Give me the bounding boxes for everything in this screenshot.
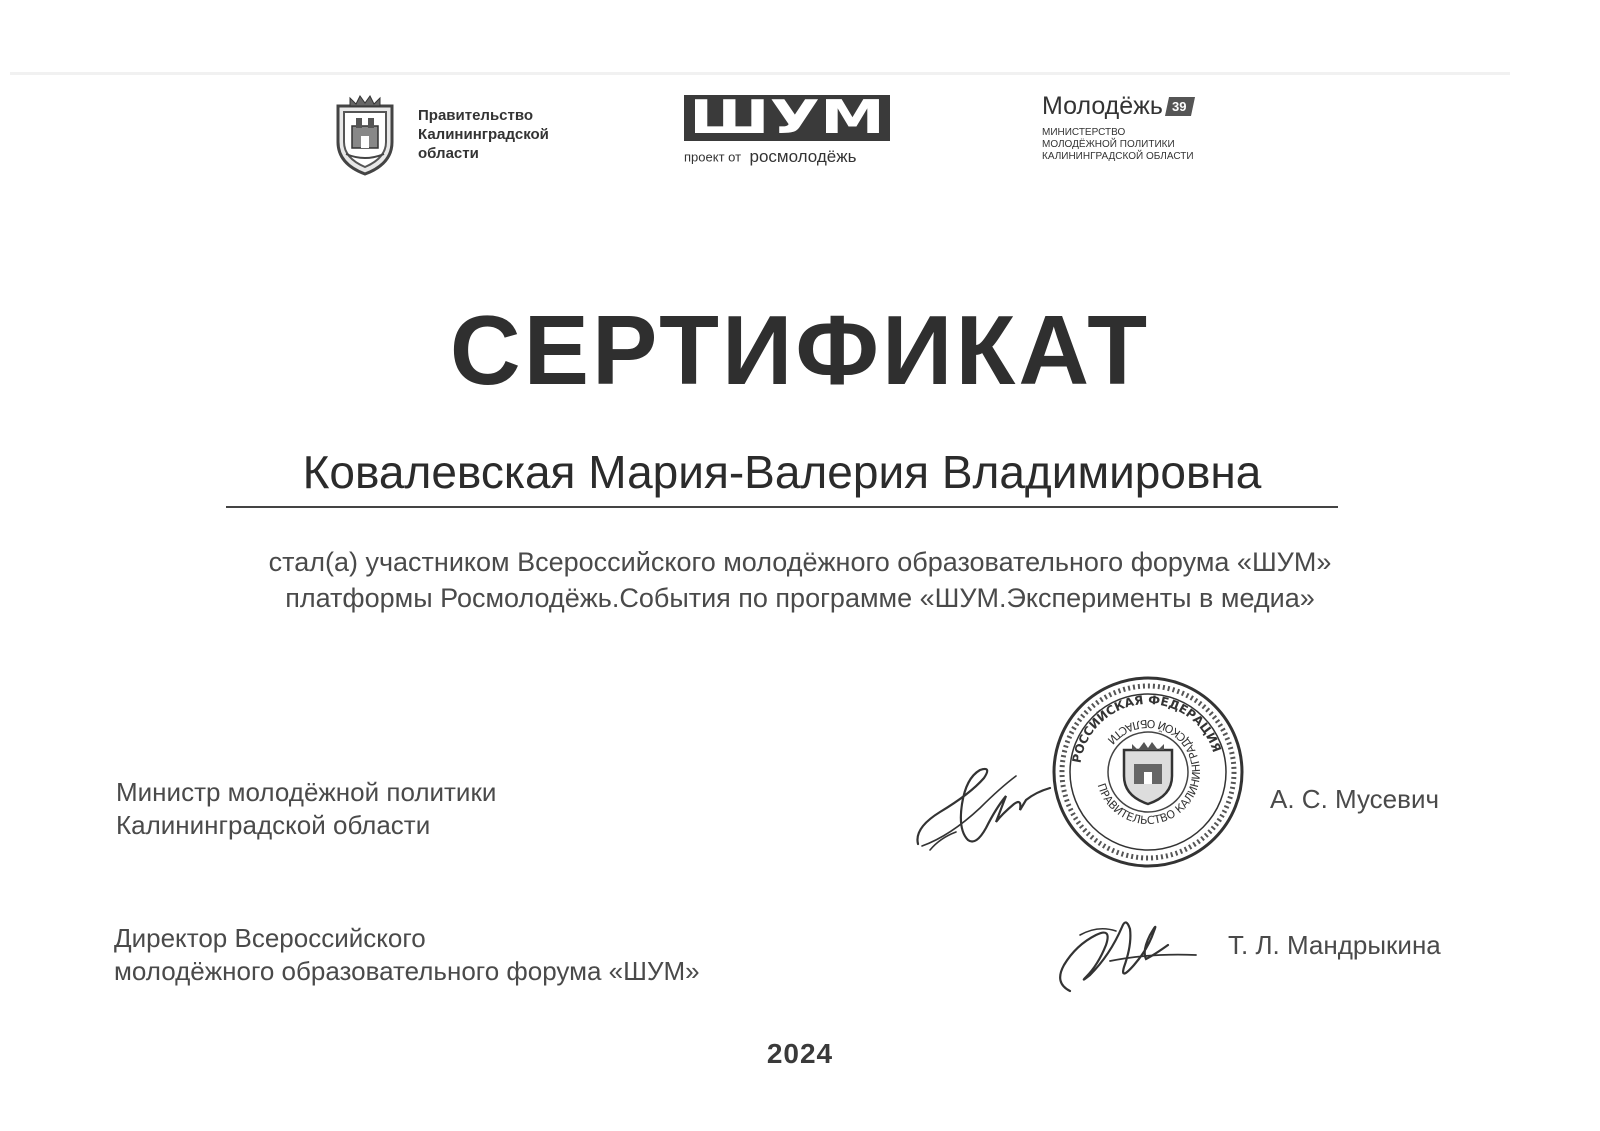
certificate-year: 2024 [766, 1038, 834, 1069]
molodezh-logo [1042, 92, 1194, 163]
government-line: области [418, 144, 479, 162]
signature-director [1050, 905, 1200, 1000]
certificate-description [0, 544, 1600, 616]
ministry-line: МИНИСТЕРСТВО [1042, 127, 1126, 138]
svg-text:ШУМ: ШУМ [689, 95, 885, 141]
government-logo [332, 92, 549, 176]
signatory-role-director [114, 922, 700, 988]
role-line: молодёжного образовательного форума «ШУМ» [114, 956, 700, 986]
molodezh-title: Молодёжь [1042, 92, 1163, 120]
official-seal [1048, 672, 1248, 872]
description-line: стал(а) участником Всероссийского молодёжного образовательного форума «ШУМ» [268, 547, 1332, 577]
ministry-line: МОЛОДЁЖНОЙ ПОЛИТИКИ [1042, 139, 1175, 150]
government-line: Калининградской [418, 125, 549, 143]
role-line: Директор Всероссийского [114, 923, 426, 953]
ministry-line: КАЛИНИНГРАДСКОЙ ОБЛАСТИ [1042, 151, 1194, 162]
molodezh-title-row [1042, 92, 1194, 121]
government-name [418, 106, 549, 163]
signatory-role-minister [116, 776, 496, 842]
government-line: Правительство [418, 106, 534, 124]
certificate-title: СЕРТИФИКАТ [449, 295, 1151, 405]
shum-subtitle [684, 147, 894, 167]
role-line: Министр молодёжной политики [116, 777, 497, 807]
signatory-name-director: Т. Л. Мандрыкина [1228, 930, 1441, 960]
svg-text:ПРАВИТЕЛЬСТВО КАЛИНИНГРАДСКОЙ: ПРАВИТЕЛЬСТВО КАЛИНИНГРАДСКОЙ ОБЛАСТИ [1094, 716, 1204, 828]
signature-minister [910, 748, 1060, 858]
shum-wordmark [684, 95, 890, 141]
description-line: платформы Росмолодёжь.События по программе «ШУМ.Эксперименты в медиа» [285, 583, 1315, 613]
signatory-name-minister: А. С. Мусевич [1270, 784, 1440, 814]
shum-subtitle-brand: росмолодёжь [749, 147, 857, 166]
coat-of-arms-icon [332, 92, 398, 176]
shum-subtitle-prefix: проект от [684, 149, 742, 165]
role-line: Калининградской области [116, 810, 431, 840]
recipient-underline [226, 506, 1338, 508]
molodezh-badge: 39 [1165, 97, 1196, 116]
recipient-name: Ковалевская Мария-Валерия Владимировна [302, 446, 1262, 498]
ministry-name [1042, 127, 1194, 163]
shum-logo [684, 95, 894, 167]
top-border-line [10, 72, 1510, 75]
svg-text:РОССИЙСКАЯ ФЕДЕРАЦИЯ: РОССИЙСКАЯ ФЕДЕРАЦИЯ [1069, 692, 1224, 765]
